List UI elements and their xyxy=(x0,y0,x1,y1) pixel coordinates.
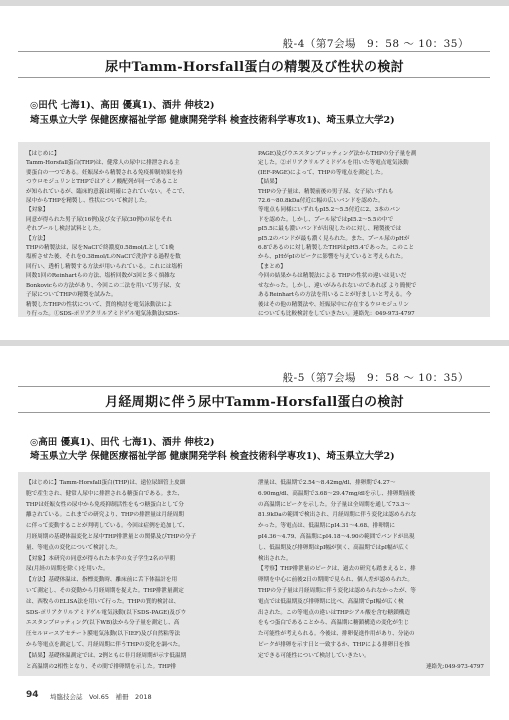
body-line: pI5.2のバンドが最も濃く見られた。また、プール尿のpHが xyxy=(258,235,410,242)
body-line: ぞれプールし検討試料とした。 xyxy=(26,226,105,233)
body-line: た可能性が考えられる。今後は、排卵促進作用があり、分泌の xyxy=(258,631,415,638)
abstract-left-column xyxy=(26,478,250,672)
body-line: 月経周期の基礎体温変化と尿中THP排泄量との関係及びTHPの分子 xyxy=(26,533,197,540)
page-number: 94 xyxy=(26,690,39,700)
divider xyxy=(18,386,490,387)
body-line: かった。等電点は、低温期にpI4.31～4.68、排卵期に xyxy=(258,523,395,530)
body-line: 卵期を中心に前後2日の期間で見られ、個人差が認められた。 xyxy=(258,577,413,584)
body-line: 【対象】 xyxy=(26,207,49,214)
session-label: 般-4（第7会場 9：58 ～ 10：35） xyxy=(282,38,469,50)
body-line: 精製したTHPの性状について、質的検討を電気泳動法によ xyxy=(26,301,173,308)
body-line: (IEF-PAGE)によって、THPの等電点を測定した。 xyxy=(258,169,387,176)
body-line: 要蛋白の一つである。妊娠尿から精製される免疫抑制効果を持 xyxy=(26,169,183,176)
abstract-left-column xyxy=(26,150,250,319)
body-line: 定できる可能性について検討していきたい。 xyxy=(258,652,370,659)
body-line: 検出された。 xyxy=(258,555,292,562)
body-line: 【はじめに】Tamm-Horsfall蛋白(THP)は、遠位尿細管上皮細 xyxy=(26,480,186,486)
body-line: 【結果】基礎体温測定では、2例ともに非月経周期が示す低温期 xyxy=(26,652,187,659)
abstract-right-column xyxy=(258,150,484,319)
body-line: Bonkovicらの方法があり、今回この二法を用いて男子尿、女 xyxy=(26,282,181,289)
body-line: 等電点も同様にいずれもpI5.2～5.5付近に2、3本のバン xyxy=(258,207,401,214)
body-line: 塩析させた後、それを0.38mol/LのNaClで洗浄する過程を数 xyxy=(26,254,181,261)
body-line: エスタンブロッティング(以下WB)法から分子量を測定し、高 xyxy=(26,620,180,627)
divider xyxy=(18,412,490,413)
body-line: THPは妊娠女性の尿中から免疫抑制活性をもつ糖蛋白として分 xyxy=(26,501,184,508)
body-line: 連絡先:049-973-4797 xyxy=(425,663,484,670)
body-line: 回行い、透析し精製する方法が用いられている。これには塩析 xyxy=(26,263,183,270)
body-line: が知られているが、臨床的意義は明確にされていない。そこで、 xyxy=(26,188,189,195)
body-line: 電点では低温期及び排卵期に比べ、高温期でpI幅が広く検 xyxy=(258,598,404,605)
body-line: 量、等電点の変化について検討した。 xyxy=(26,544,121,551)
body-line: pI4.36～4.79、高温期にpI4.18～4.90の範囲でバンドが出現 xyxy=(258,533,415,540)
abstract-body xyxy=(18,472,490,676)
body-line: の高温期にピークを示した。分子量は全周期を通して73.3～ xyxy=(258,501,411,508)
journal-name: 埼臨技会誌 Vol.65 補冊 2018 xyxy=(50,693,152,701)
body-line: 今回の結果からは精製法による THPの性状の違いは見いだ xyxy=(258,273,407,280)
body-line: いて測定し、その変動から月経周期を捉えた。THP排泄量測定 xyxy=(26,587,184,594)
body-line: 72.6～80.8kDa付近に幅の広いバンドを認めた。 xyxy=(258,198,384,205)
author-list: ◎高田 優真1)、田代 七海1)、酒井 伸枝2) xyxy=(30,437,215,448)
header-band xyxy=(0,0,509,6)
abstract-title: 尿中Tamm-Horsfall蛋白の精製及び性状の検討 xyxy=(105,60,404,75)
body-line: 胞で産生され、健常人尿中に排泄される糖蛋白である。また、 xyxy=(26,490,183,497)
body-line: 回数1回のReinhartらの方法、塩析回数が3回と多く煩雑な xyxy=(26,273,176,280)
body-line: 【結果】 xyxy=(258,179,281,186)
body-line: SDS-ポリアクリルアミドゲル電気泳動(以下SDS-PAGE)及びウ xyxy=(26,609,187,616)
body-line: に伴って変動することが判明している。今回は症例を追加して、 xyxy=(26,523,189,530)
body-line: をもつ蛋白であることから、高温期に糖鎖構造の変化が生じ xyxy=(258,620,410,627)
body-line: THPの精製法は、尿をNaClで終濃度0.58mol/Lとして1晩 xyxy=(26,245,175,252)
body-line: THPの分子量は月経周期に伴う変化は認められなかったが、等 xyxy=(258,587,416,594)
body-line: から、pHがpIのピークに影響を与えていると考えられた。 xyxy=(258,254,407,261)
body-line: 6.90mg/dl、高温期で3.68～29.47mg/dlを示し、排卵期前後 xyxy=(258,490,416,497)
body-line: せなかった。しかし、違いがみられないのであれば より簡便で xyxy=(258,282,417,289)
body-line: THPの分子量は、精製前後の男子尿、女子尿いずれも xyxy=(258,188,394,195)
body-line: pI5.5に最も濃いバンドが出現したのに対し、精製後では xyxy=(258,226,402,233)
body-line: についても比較検討をしていきたい。連絡先：049-973-4797 xyxy=(258,310,415,317)
body-line: 定した。②ポリアクリルアミドゲルを用いた等電点電気泳動 xyxy=(258,160,409,167)
body-line: 【考察】THP排泄量のピークは、過去の研究も踏まえると、排 xyxy=(258,566,416,573)
body-line: 6.8であるのに対し精製したTHPはpH5.4であった。このこと xyxy=(258,245,415,252)
body-line: 尿(月経の周期を除く)を用いた。 xyxy=(26,566,109,573)
body-line: 【まとめ】 xyxy=(258,263,286,270)
body-line: 泄量は、低温期で2.54～8.42mg/dl、排卵期で4.27～ xyxy=(258,480,396,486)
body-line: 【はじめに】 xyxy=(26,151,60,157)
body-line: から等電点を測定して、月経周期に伴うTHPの変化を調べた。 xyxy=(26,641,184,648)
body-line: あるReinhartらの方法を用いることが好ましいと考える。今 xyxy=(258,292,412,299)
body-line: 出された。この等電点の違いはTHPシアル酸を含む糖鎖構造 xyxy=(258,609,410,616)
body-line: 圧セルロースアセテート膜電気泳動(以下IEF)及び自然粘等法 xyxy=(26,631,181,638)
abstract-title: 月経周期に伴う尿中Tamm-Horsfall蛋白の検討 xyxy=(105,395,404,410)
divider xyxy=(18,51,490,52)
body-line: 離されている。これまでの研究より、THPの排泄量は月経周期 xyxy=(26,512,184,519)
body-line: Tamm-Horsfall蛋白(THP)は、健常人の尿中に排泄される主 xyxy=(26,160,180,167)
abstract-right-column xyxy=(258,478,484,672)
session-label: 般-5（第7会場 9：58 ～ 10：35） xyxy=(282,372,469,384)
body-line: と高温期の2相性となり、その間で排卵期を示した。THP排 xyxy=(26,663,177,670)
body-line: 同意が得られた男子尿(16例)及び女子尿(30例)の尿をそれ xyxy=(26,216,173,223)
body-line: ピークが排卵を示す日と一致するか、THPによる排卵日を推 xyxy=(258,641,410,648)
body-line: 【対象】本研究の同意が得られた本学の女子学生2名の早朝 xyxy=(26,555,175,562)
author-list: ◎田代 七海1)、高田 優真1)、酒井 伸枝2) xyxy=(30,100,215,111)
body-line: 子尿についてTHPの精製を試みた。 xyxy=(26,292,117,299)
body-line: は、西牧らのELISA法を用いて行った。THPの質的検討は、 xyxy=(26,598,180,605)
body-line: し、低温期及び排卵期はpI幅が狭く、高温期ではpI幅が広く xyxy=(258,544,410,551)
header-band xyxy=(0,340,509,346)
abstract-body xyxy=(18,142,490,317)
body-line: 81.9kDaの範囲で検出され、月経周期に伴う変化は認められな xyxy=(258,512,417,519)
affiliation: 埼玉県立大学 保健医療福祉学部 健康開発学科 検査技術科学専攻1)、埼玉県立大学2) xyxy=(30,451,395,462)
body-line: り行った。①SDS-ポリアクリルアミドゲル電気泳動法(SDS- xyxy=(26,310,180,317)
body-line: PAGE)及びウエスタンブロッティング法からTHPの分子量を測 xyxy=(258,151,417,157)
affiliation: 埼玉県立大学 保健医療福祉学部 健康開発学科 検査技術科学専攻1)、埼玉県立大学2) xyxy=(30,115,395,126)
divider xyxy=(18,77,490,78)
body-line: 【方法】 xyxy=(26,235,49,242)
body-line: 尿中からTHPを精製し、性状について検討した。 xyxy=(26,198,151,205)
body-line: 【方法】基礎体温は、指標変動時、離床前に舌下体温計を用 xyxy=(26,577,178,584)
body-line: ドを認めた。しかし、プール尿ではpI5.2～5.5の中で xyxy=(258,216,394,223)
body-line: 後はその他の精製法や、妊娠尿中に存在するウロモジュリン xyxy=(258,301,409,308)
body-line: つウロモジュリンとTHPではアミノ酸配列が同一であること xyxy=(26,179,179,186)
